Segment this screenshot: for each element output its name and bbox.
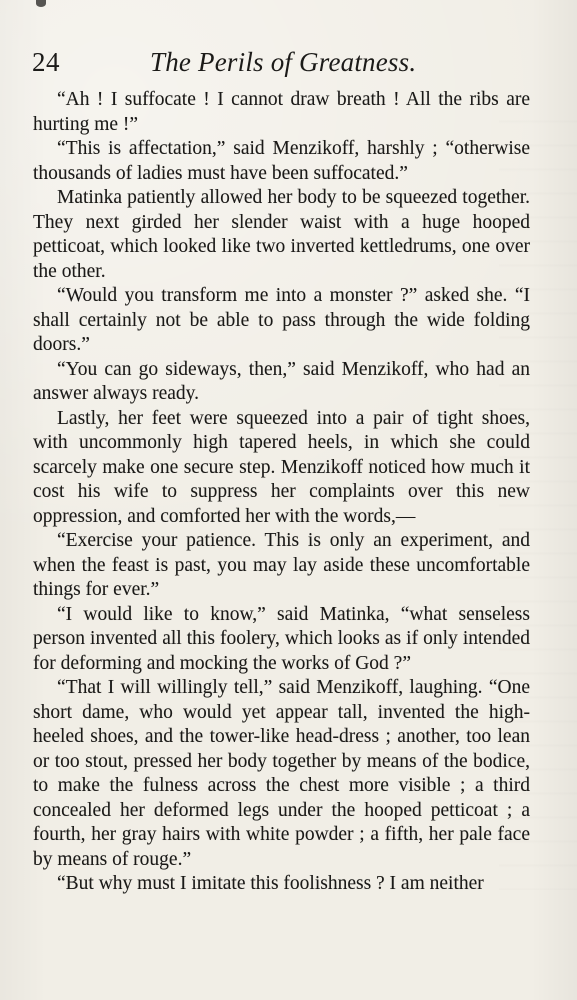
page-header [30, 44, 547, 80]
paragraph: “Exercise your patience. This is only an experiment, and when the feast is past, you may lay aside these uncomfortable things for ever.” [33, 530, 530, 600]
paragraph: “Ah ! I suffocate ! I cannot draw breath ! All the ribs are hurting me !” [33, 89, 530, 135]
paragraph: “That I will willingly tell,” said Menzikoff, laughing. “One short dame, who would yet appear tall, invented the high-heeled shoes, and the tower-like head-dress ; another, too lean or too stout, pressed her body together by means of the bodice, to make the fulness across the chest more visible ; a third concealed her deformed legs under the hooped petticoat ; a fourth, her gray hairs with white powder ; a fifth, her pale face by means of rouge.” [33, 677, 530, 870]
running-title: The Perils of Greatness. [150, 47, 417, 77]
ink-speck [36, 0, 46, 7]
paragraph: “This is affectation,” said Menzikoff, harshly ; “otherwise thousands of ladies must have been suffocated.” [33, 138, 530, 184]
paragraph: “You can go sideways, then,” said Menzikoff, who had an answer always ready. [33, 358, 530, 404]
paragraph: Lastly, her feet were squeezed into a pair of tight shoes, with uncommonly high tapered heels, in which she could scarcely make one secure step. Menzikoff noticed how much it cost his wife to suppress her complaints over this new oppression, and comforted her with the words,— [33, 407, 530, 527]
paragraph: “I would like to know,” said Matinka, “what senseless person invented all this foolery, which looks as if only intended for deforming and mocking the works of God ?” [33, 603, 530, 674]
page-number: 24 [32, 47, 60, 77]
paragraph: Matinka patiently allowed her body to be squeezed together. They next girded her slender waist with a huge hooped petticoat, which looked like two inverted kettledrums, one over the other. [33, 187, 530, 282]
paragraph: “Would you transform me into a monster ?” asked she. “I shall certainly not be able to pass through the wide folding doors.” [33, 285, 530, 355]
paragraph: “But why must I imitate this foolishness ? I am neither [57, 873, 484, 894]
page-content [33, 88, 530, 897]
